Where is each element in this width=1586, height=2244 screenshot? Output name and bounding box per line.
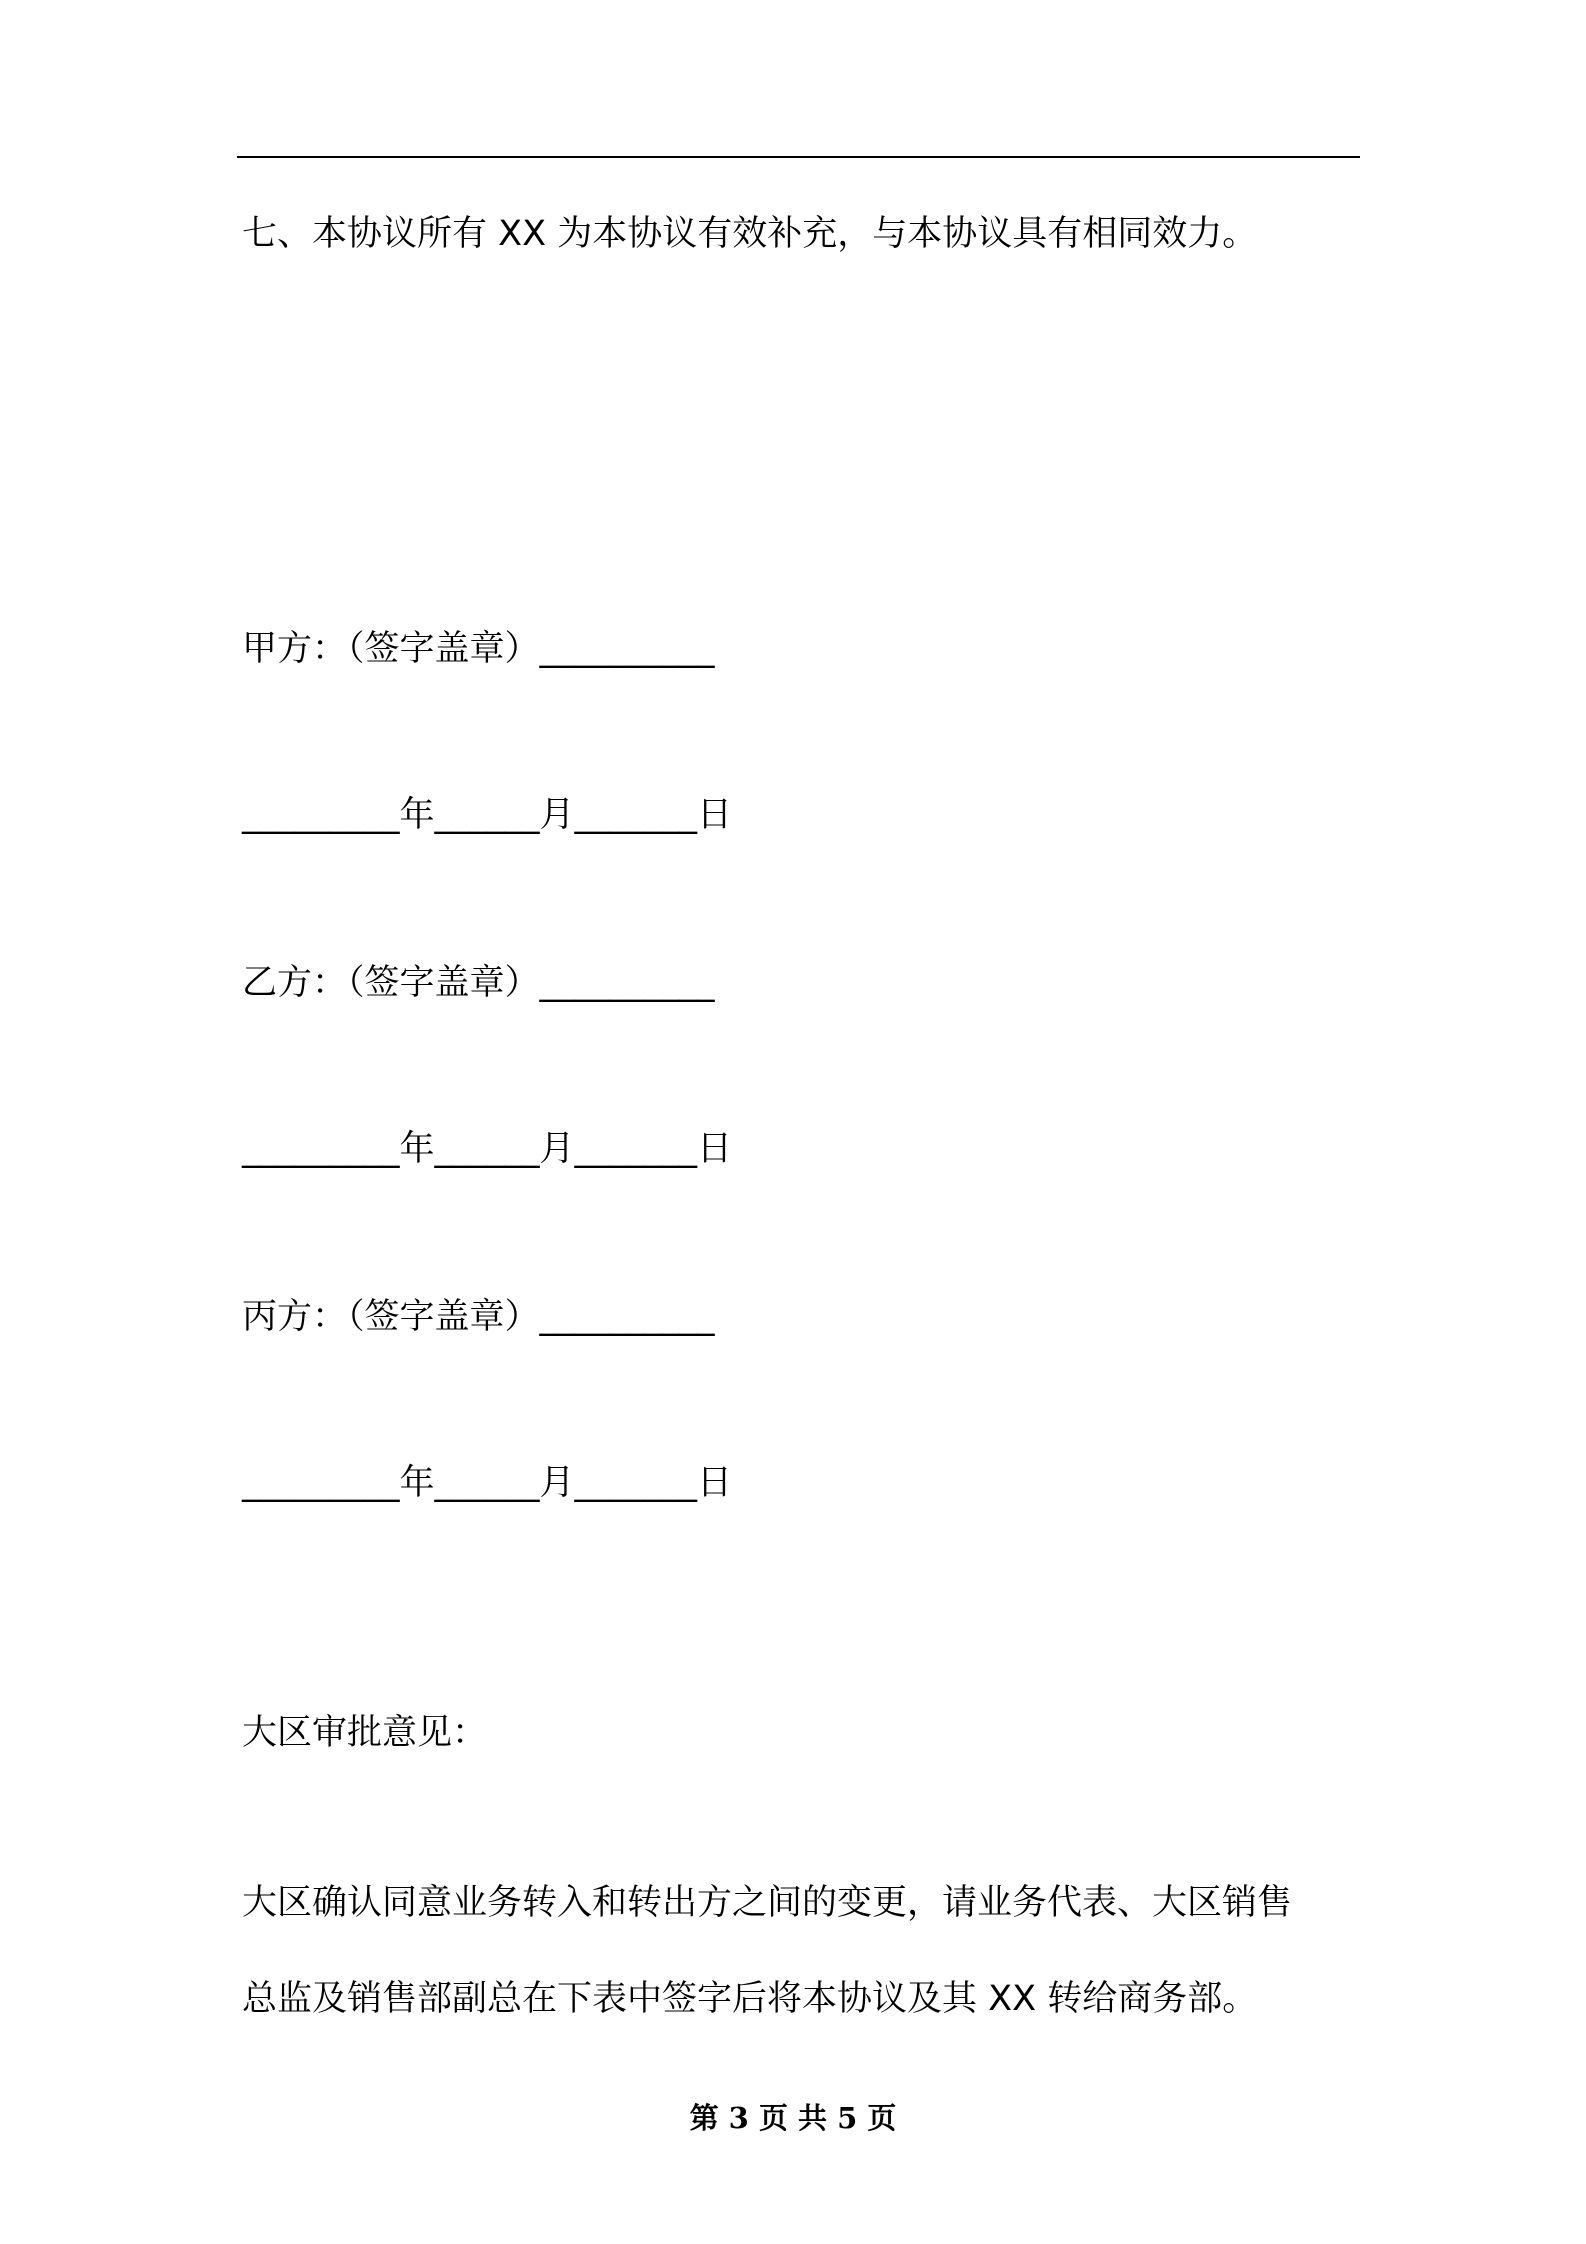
party-b-signature-line: 乙方：（签字盖章）__________ [242, 963, 715, 1003]
approval-text-line-1: 大区确认同意业务转入和转出方之间的变更，请业务代表、大区销售 [242, 1883, 1293, 1923]
header-rule [237, 156, 1360, 158]
page-number-footer: 第 3 页 共 5 页 [689, 2101, 897, 2135]
approval-text-line-2: 总监及销售部副总在下表中签字后将本协议及其 XX 转给商务部。 [242, 1979, 1258, 2019]
party-b-date-line: _________年______月_______日 [242, 1129, 733, 1169]
party-a-signature-line: 甲方：（签字盖章）__________ [242, 629, 715, 669]
party-a-date-line: _________年______月_______日 [242, 795, 733, 835]
party-c-signature-line: 丙方：（签字盖章）__________ [242, 1297, 715, 1337]
clause-7-text: 七、本协议所有 XX 为本协议有效补充，与本协议具有相同效力。 [242, 214, 1258, 254]
approval-heading: 大区审批意见： [242, 1713, 488, 1753]
party-c-date-line: _________年______月_______日 [242, 1463, 733, 1503]
